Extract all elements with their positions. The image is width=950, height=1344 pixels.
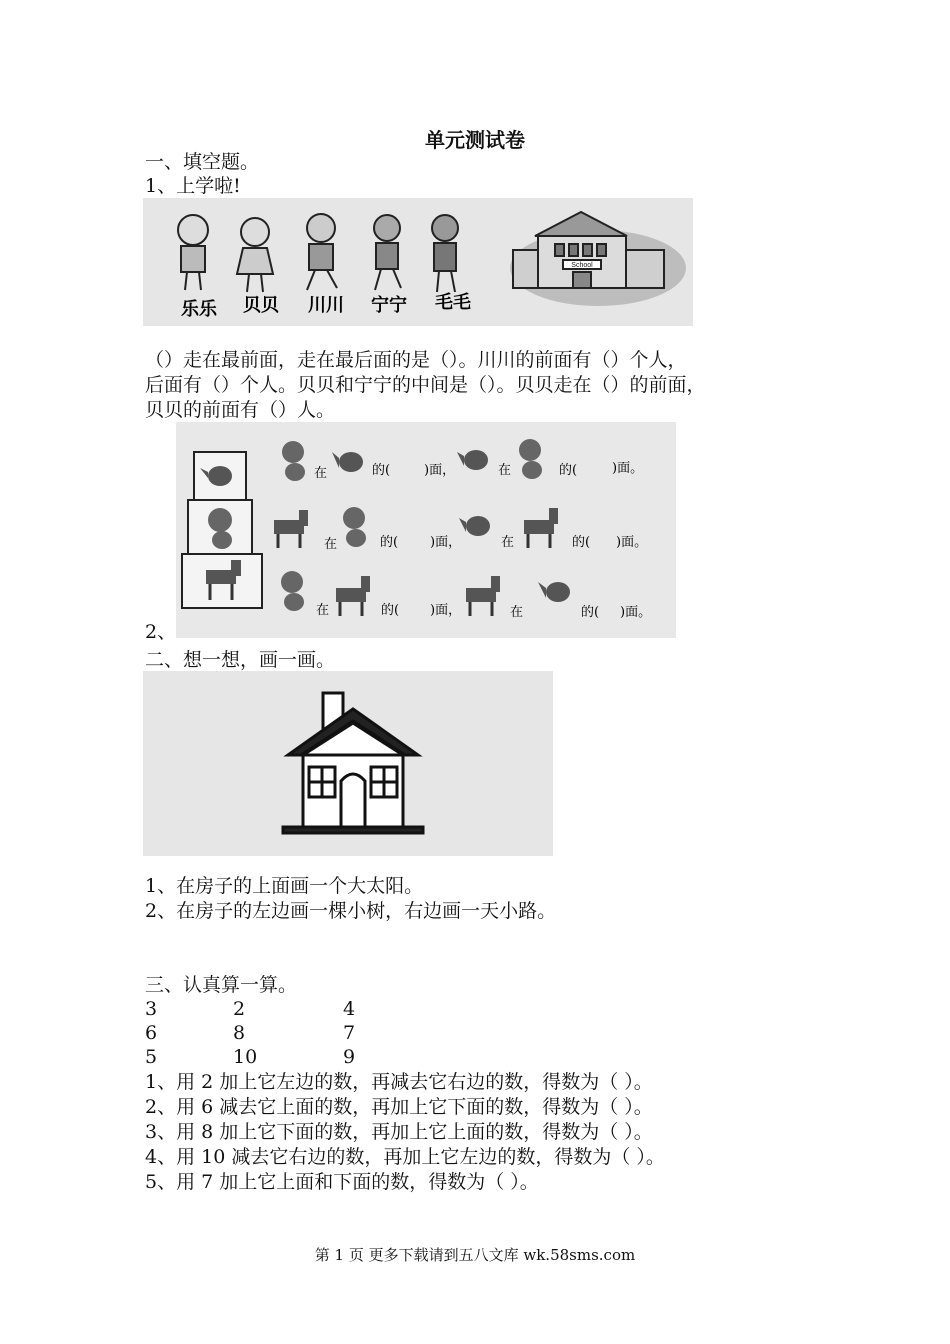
child-name-1: 乐乐 — [181, 299, 217, 320]
children-school-picture — [143, 198, 693, 326]
section2-item-2: 2、在房子的左边画一棵小树，右边画一天小路。 — [145, 900, 557, 922]
section3-item-1: 1、用 2 加上它左边的数，再减去它右边的数，得数为（ ）。 — [145, 1071, 653, 1093]
row3-word-1: 在 — [316, 603, 330, 618]
grid-cell-r1c1: 3 — [145, 998, 158, 1020]
child-name-2: 贝贝 — [243, 295, 279, 316]
page-footer: 第 1 页 更多下载请到五八文库 wk.58sms.com — [314, 1246, 636, 1264]
grid-cell-r3c2: 10 — [233, 1046, 258, 1068]
section3-item-4: 4、用 10 减去它右边的数，再加上它左边的数，得数为（ ）。 — [145, 1146, 665, 1168]
row2-word-6: )面。 — [616, 535, 648, 550]
house-drawing — [143, 671, 553, 856]
grid-cell-r1c3: 4 — [343, 998, 356, 1020]
grid-cell-r3c3: 9 — [343, 1046, 356, 1068]
row2-word-3: )面， — [430, 535, 462, 550]
q1-text-line-2: 后面有（）个人。贝贝和宁宁的中间是（）。贝贝走在（）的前面， — [145, 374, 706, 396]
row2-word-1: 在 — [324, 537, 338, 552]
row3-word-4: 在 — [510, 605, 524, 620]
row1-word-3: )面， — [424, 463, 456, 478]
row3-word-6: )面。 — [620, 605, 652, 620]
child-name-4: 宁宁 — [371, 295, 407, 316]
child-name-3: 川川 — [308, 295, 344, 316]
row2-word-4: 在 — [501, 535, 515, 550]
row1-word-1: 在 — [314, 466, 328, 481]
section3-item-2: 2、用 6 减去它上面的数，再加上它下面的数，得数为（ ）。 — [145, 1096, 653, 1118]
grid-cell-r2c3: 7 — [343, 1022, 356, 1044]
animals-position-picture — [176, 422, 676, 638]
section3-heading: 三、认真算一算。 — [145, 974, 298, 996]
q1-text-line-1: （）走在最前面，走在最后面的是（）。川川的前面有（）个人， — [145, 349, 687, 371]
section2-item-1: 1、在房子的上面画一个大太阳。 — [145, 875, 424, 897]
row3-word-2: 的( — [381, 603, 400, 618]
grid-cell-r1c2: 2 — [233, 998, 246, 1020]
house-picture — [143, 671, 553, 856]
animals-position-drawing — [176, 422, 676, 638]
grid-cell-r2c1: 6 — [145, 1022, 158, 1044]
row1-word-4: 在 — [498, 463, 512, 478]
page-title: 单元测试卷 — [425, 128, 525, 152]
grid-cell-r3c1: 5 — [145, 1046, 158, 1068]
section3-item-3: 3、用 8 加上它下面的数，再加上它上面的数，得数为（ ）。 — [145, 1121, 653, 1143]
row1-word-2: 的( — [372, 463, 391, 478]
section1-heading: 一、填空题。 — [145, 151, 260, 173]
children-school-drawing — [143, 198, 693, 326]
row3-word-5: 的( — [581, 605, 600, 620]
row1-word-6: )面。 — [612, 461, 644, 476]
q1-text-line-3: 贝贝的前面有（）人。 — [145, 399, 336, 421]
row2-word-5: 的( — [572, 535, 591, 550]
school-sign-text: School — [571, 262, 593, 269]
row1-word-5: 的( — [559, 463, 578, 478]
row3-word-3: )面， — [430, 603, 462, 618]
section3-item-5: 5、用 7 加上它上面和下面的数，得数为（ ）。 — [145, 1171, 539, 1193]
child-name-5: 毛毛 — [435, 292, 471, 313]
q1-title: 1、上学啦! — [145, 175, 241, 197]
q2-label: 2、 — [145, 621, 177, 643]
grid-cell-r2c2: 8 — [233, 1022, 246, 1044]
row2-word-2: 的( — [380, 535, 399, 550]
section2-heading: 二、想一想，画一画。 — [145, 649, 336, 671]
